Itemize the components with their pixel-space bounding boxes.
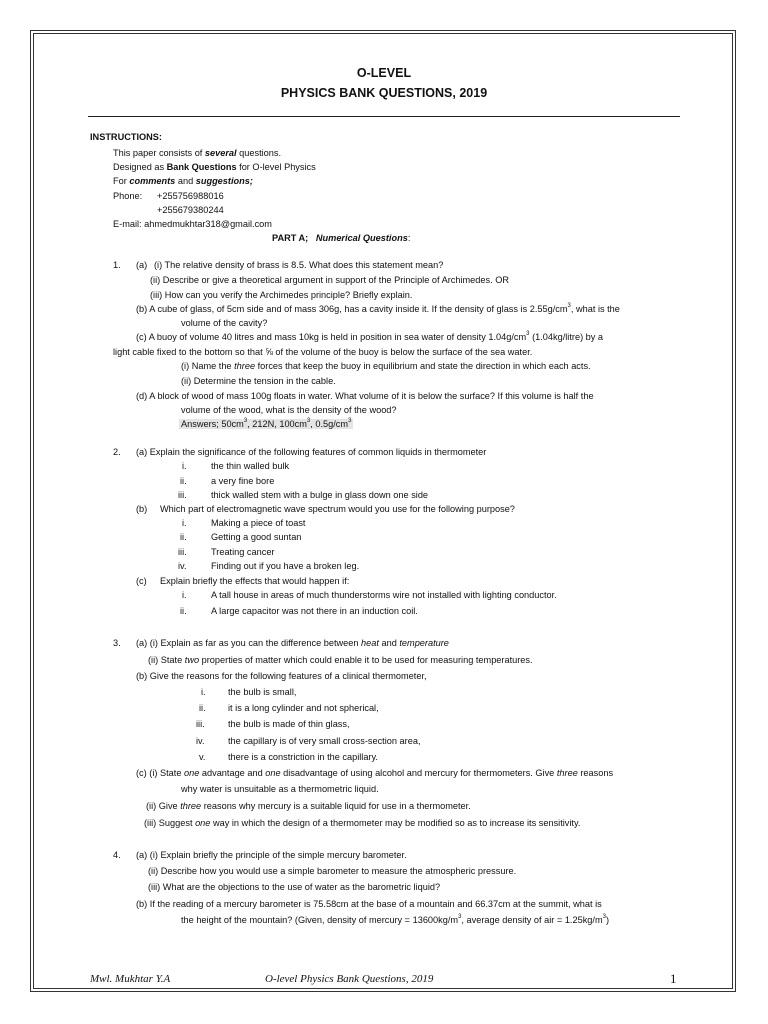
q2-b: Which part of electromagnetic wave spectrum would you use for the following purpose? (160, 504, 515, 514)
q3-b-item-1-num: i. (201, 687, 206, 697)
q3-b-item-4-num: iv. (196, 736, 205, 746)
q1-c-ii: (ii) Determine the tension in the cable. (181, 376, 336, 386)
q2-c-item-2: A large capacitor was not there in an induction coil. (211, 606, 418, 616)
q3-c-iii: (iii) Suggest one way in which the design of a thermometer may be modified so as to increase its sensitivity. (144, 818, 581, 828)
q3-b-item-5-num: v. (199, 752, 206, 762)
q2-a-item-3: thick walled stem with a bulge in glass down one side (211, 490, 429, 500)
q4-b-line1: (b) If the reading of a mercury barometer is 75.58cm at the base of a mountain and 66.37cm at the summit, what is (136, 899, 602, 909)
instructions-line-3: For comments and suggestions; (113, 176, 253, 186)
q2-b-item-3: Treating cancer (211, 547, 275, 557)
q2-a-item-3-num: iii. (178, 490, 187, 500)
q2-c-item-2-num: ii. (180, 606, 187, 616)
q4-number: 4. (113, 850, 121, 860)
q3-c-i-line1: (c) (i) State one advantage and one disadvantage of using alcohol and mercury for thermometers. Give three reasons (136, 768, 614, 778)
q2-c-label: (c) (136, 576, 147, 586)
title-rule (88, 116, 680, 117)
q1-b-line1: (b) A cube of glass, of 5cm side and of mass 306g, has a cavity inside it. If the density of glass is $2.55g/cm^3$, what is the (136, 303, 620, 314)
q2-a-item-1-num: i. (182, 461, 187, 471)
q2-b-item-3-num: iii. (178, 547, 187, 557)
q1-d-line1: (d) A block of wood of mass 100g floats in water. What volume of it is below the surface? If this volume is half the (136, 391, 594, 401)
q2-b-item-2: Getting a good suntan (211, 532, 302, 542)
q3-c-i-line2: why water is unsuitable as a thermometric liquid. (181, 784, 379, 794)
q2-b-item-1-num: i. (182, 518, 187, 528)
q2-b-item-2-num: ii. (180, 532, 187, 542)
q2-c-item-1-num: i. (182, 590, 187, 600)
q3-b-item-2-num: ii. (199, 703, 206, 713)
q3-b: (b) Give the reasons for the following features of a clinical thermometer, (136, 671, 427, 681)
q1-a-i: (i) The relative density of brass is 8.5. What does this statement mean? (154, 260, 444, 270)
email-line: E-mail: ahmedmukhtar318@gmail.com (113, 219, 272, 229)
q2-b-item-4-num: iv. (178, 561, 187, 571)
q2-a-item-1: the thin walled bulk (211, 461, 290, 471)
doc-title-line1: O-LEVEL (356, 66, 412, 80)
q4-a-ii: (ii) Describe how you would use a simple barometer to measure the atmospheric pressure. (148, 866, 517, 876)
q3-number: 3. (113, 638, 121, 648)
q2-c-item-1: A tall house in areas of much thunderstorms wire not installed with lighting conductor. (211, 590, 557, 600)
phone-number-1: +255756988016 (157, 191, 224, 201)
q3-b-item-4: the capillary is of very small cross-section area, (228, 736, 421, 746)
q1-a-iii: (iii) How can you verify the Archimedes principle? Briefly explain. (150, 290, 413, 300)
q1-a-ii: (ii) Describe or give a theoretical argument in support of the Principle of Archimedes. OR (150, 275, 509, 285)
q2-c: Explain briefly the effects that would happen if: (160, 576, 350, 586)
q2-a-item-2-num: ii. (180, 476, 187, 486)
q2-b-label: (b) (136, 504, 148, 514)
q3-b-item-3: the bulb is made of thin glass, (228, 719, 350, 729)
footer-author: Mwl. Mukhtar Y.A (90, 973, 171, 985)
q2-b-item-1: Making a piece of toast (211, 518, 306, 528)
instructions-line-1: This paper consists of several questions. (113, 148, 282, 158)
q1-a-label: (a) (136, 260, 148, 270)
phone-label: Phone: (113, 191, 143, 201)
instructions-line-2: Designed as Bank Questions for O-level Physics (113, 162, 316, 172)
q2-b-item-4: Finding out if you have a broken leg. (211, 561, 360, 571)
q4-b-line2: the height of the mountain? (Given, density of mercury = $13600kg/m^3$, average density of air = $1.25kg/m^3$) (181, 914, 610, 925)
part-a-heading: PART A; Numerical Questions: (272, 233, 411, 243)
q3-b-item-2: it is a long cylinder and not spherical, (228, 703, 379, 713)
q1-d-line2: volume of the wood, what is the density of the wood? (181, 405, 397, 415)
q3-a-i: (a) (i) Explain as far as you can the difference between heat and temperature (136, 638, 449, 648)
q1-b-line2: volume of the cavity? (181, 318, 268, 328)
q4-a-iii: (iii) What are the objections to the use of water as the barometric liquid? (148, 882, 441, 892)
q3-b-item-3-num: iii. (196, 719, 205, 729)
q1-c-line1: (c) A buoy of volume 40 litres and mass 10kg is held in position in sea water of density $1.04g/cm^3$ (1.04kg/litre) by a (136, 331, 604, 342)
q1-c-i: (i) Name the three forces that keep the buoy in equilibrium and state the direction in which each acts. (181, 361, 591, 371)
q2-number: 2. (113, 447, 121, 457)
q4-a-i: (a) (i) Explain briefly the principle of the simple mercury barometer. (136, 850, 407, 860)
instructions-heading: INSTRUCTIONS: (90, 132, 162, 142)
page-number: 1 (670, 971, 677, 986)
q1-answers: Answers; $50cm^3$, 212N, $100cm^3$, $0.5g/cm^3$ (181, 418, 352, 429)
q2-a-item-2: a very fine bore (211, 476, 275, 486)
q3-c-ii: (ii) Give three reasons why mercury is a suitable liquid for use in a thermometer. (146, 801, 471, 811)
footer-doc-title: O-level Physics Bank Questions, 2019 (265, 973, 434, 985)
q3-a-ii: (ii) State two properties of matter which could enable it to be used for measuring temperatures. (148, 655, 533, 665)
q3-b-item-5: there is a constriction in the capillary. (228, 752, 378, 762)
q1-number: 1. (113, 260, 121, 270)
phone-number-2: +255679380244 (157, 205, 224, 215)
q2-a: (a) Explain the significance of the following features of common liquids in thermometer (136, 447, 487, 457)
doc-title-line2: PHYSICS BANK QUESTIONS, 2019 (280, 86, 488, 100)
q1-c-line2: light cable fixed to the bottom so that ⅝ of the volume of the buoy is below the surface of the sea water. (113, 347, 533, 357)
q3-b-item-1: the bulb is small, (228, 687, 297, 697)
